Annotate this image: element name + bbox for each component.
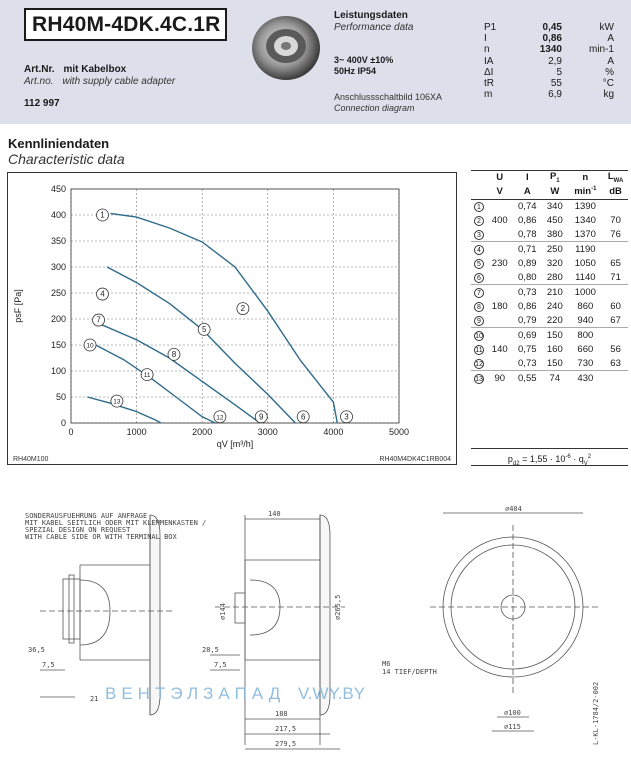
point-label-10: 10 <box>86 342 94 350</box>
performance-row <box>484 56 614 67</box>
point-label-13: 13 <box>113 398 121 406</box>
table-row <box>471 299 628 313</box>
operating-point-badge: 6 <box>474 273 484 283</box>
table-row <box>471 356 628 370</box>
dim-144: ⌀144 <box>219 603 227 620</box>
dim-404: ⌀404 <box>505 505 522 513</box>
table-cell: 0,86 <box>518 300 537 312</box>
voltage-spec: 3~ 400V ±10% <box>334 55 394 65</box>
table-cell: 210 <box>542 285 567 299</box>
table-cell <box>487 285 512 299</box>
x-axis-label: qV [m³/h] <box>216 439 254 449</box>
table-row <box>471 256 628 270</box>
point-label-6: 6 <box>300 412 306 422</box>
table-row <box>471 242 628 256</box>
watermark: ВЕНТЭЛЗАПАД <box>105 684 286 703</box>
performance-value: 5 <box>556 66 562 78</box>
table-cell: 1000 <box>568 285 604 299</box>
operating-point-badge: 2 <box>474 216 484 226</box>
y-axis-label: psF [Pa] <box>13 289 23 323</box>
performance-key: ΔI <box>484 66 494 78</box>
table-cell: 380 <box>546 229 563 241</box>
table-cell: 0,71 <box>512 242 542 256</box>
table-cell: 1340 <box>574 215 596 227</box>
performance-value: 55 <box>550 77 562 89</box>
performance-row <box>484 78 614 89</box>
artnr-de: Art.Nr. mit Kabelbox <box>24 64 127 75</box>
table-cell: 0,86 <box>518 215 537 227</box>
table-cell: 90 <box>487 371 512 385</box>
chart-footer-left: RH40M100 <box>13 456 49 463</box>
performance-value: 2,9 <box>548 55 562 67</box>
plot-area <box>71 189 399 423</box>
article-number: 112 997 <box>24 98 60 109</box>
section-subtitle: Characteristic data <box>8 151 125 167</box>
performance-unit: °C <box>602 77 614 89</box>
operating-point-badge: 13 <box>475 375 483 383</box>
table-cell: 65 <box>610 257 621 269</box>
table-cell <box>603 199 628 213</box>
point-label-2: 2 <box>240 304 246 314</box>
table-cell <box>487 271 512 285</box>
table-cell: 180 <box>491 300 508 312</box>
x-tick-label: 5000 <box>388 427 410 437</box>
table-row <box>471 199 628 213</box>
chart-footer-right: RH40M4DK4C1RB004 <box>379 456 451 463</box>
x-tick-label: 1000 <box>126 427 147 437</box>
y-tick-label: 350 <box>50 236 66 246</box>
y-tick-label: 50 <box>55 392 66 402</box>
table-cell: 1190 <box>568 242 604 256</box>
table-header-row <box>471 171 628 185</box>
table-cell <box>487 199 512 213</box>
point-label-3: 3 <box>344 412 349 422</box>
y-tick-label: 300 <box>50 262 66 272</box>
table-cell: 280 <box>546 271 563 283</box>
table-cell: 430 <box>568 371 604 385</box>
table-cell: 76 <box>610 229 621 241</box>
table-cell: 220 <box>546 314 563 326</box>
dim-28-5: 28,5 <box>202 646 219 654</box>
table-cell <box>603 242 628 256</box>
table-cell: 0,73 <box>512 285 542 299</box>
performance-table <box>484 22 614 100</box>
table-cell: 0,79 <box>518 314 537 326</box>
connection-diagram-de: Anschlussschaltbild 106XA <box>334 92 443 102</box>
series-line-10 <box>91 342 216 423</box>
performance-key: P1 <box>484 22 497 33</box>
operating-point-badge: 11 <box>475 346 483 354</box>
performance-key: IA <box>484 55 494 67</box>
table-row <box>471 313 628 327</box>
y-tick-label: 250 <box>50 288 66 298</box>
series-line-13 <box>87 397 160 423</box>
performance-key: n <box>484 44 490 56</box>
table-cell: 0,74 <box>518 200 537 212</box>
table-cell <box>487 356 512 370</box>
dim-265: ⌀265,5 <box>334 594 342 620</box>
watermark-url: V.WY.BY <box>298 684 366 703</box>
table-cell: 160 <box>546 343 563 355</box>
performance-unit: A <box>607 55 614 67</box>
dim-100: ⌀100 <box>504 709 521 717</box>
fan-product-image <box>246 8 326 88</box>
performance-value: 0,45 <box>542 22 562 33</box>
table-cell: 250 <box>542 242 567 256</box>
col-lwa: $L_{WA}$ <box>603 171 628 185</box>
drawing-note-3: SPEZIAL DESIGN ON REQUEST <box>25 526 131 534</box>
table-cell: 800 <box>568 328 604 342</box>
operating-point-badge: 5 <box>474 259 484 269</box>
point-label-12: 12 <box>216 414 224 422</box>
unit-min: $\min^{-1}$ <box>568 185 604 199</box>
table-cell: 340 <box>546 200 563 212</box>
y-tick-label: 200 <box>50 314 66 324</box>
connection-diagram-en: Connection diagram <box>334 103 415 113</box>
operating-point-badge: 1 <box>474 202 484 212</box>
performance-unit: min-1 <box>588 44 614 56</box>
table-cell: 150 <box>546 357 563 369</box>
x-tick-label: 0 <box>68 427 74 437</box>
table-cell: 450 <box>546 215 563 227</box>
y-tick-label: 400 <box>50 210 66 220</box>
dim-tief: 14 TIEF/DEPTH <box>382 668 437 676</box>
col-p1: $P_1$ <box>542 171 567 185</box>
table-cell: 1050 <box>574 257 596 269</box>
table-cell: 940 <box>577 314 594 326</box>
table-cell: 0,69 <box>512 328 542 342</box>
performance-unit: % <box>605 66 614 78</box>
col-u: U <box>487 171 512 185</box>
table-cell: 60 <box>610 300 621 312</box>
dim-21x: 21 <box>90 695 99 703</box>
dim-217-5: 217,5 <box>275 725 297 733</box>
model-title: RH40M-4DK.4C.1R <box>24 8 227 41</box>
performance-row <box>484 22 614 33</box>
dimension-drawings <box>0 495 631 768</box>
table-row <box>471 328 628 342</box>
table-row <box>471 228 628 242</box>
table-cell <box>603 285 628 299</box>
point-label-4: 4 <box>100 289 105 299</box>
x-tick-label: 4000 <box>323 427 344 437</box>
table-cell: 0,75 <box>518 343 537 355</box>
table-cell: 74 <box>542 371 567 385</box>
performance-row <box>484 89 614 100</box>
col-i: I <box>512 171 542 185</box>
y-tick-label: 150 <box>50 340 66 350</box>
drawing-number: L-KL-1784/2-002 <box>592 681 600 745</box>
table-cell: 63 <box>610 357 621 369</box>
drawing-note-2: MIT KABEL SEITLICH ODER MIT KLEMMENKASTEN / <box>25 519 207 527</box>
performance-row <box>484 44 614 55</box>
point-label-9: 9 <box>259 412 264 422</box>
drawing-note-4: WITH CABLE SIDE OR WITH TERMINAL BOX <box>25 533 177 541</box>
table-cell: 0,73 <box>518 357 537 369</box>
table-cell: 230 <box>491 257 508 269</box>
point-label-5: 5 <box>201 324 207 334</box>
table-row <box>471 213 628 227</box>
table-cell <box>487 228 512 242</box>
table-cell: 320 <box>546 257 563 269</box>
col-n: n <box>568 171 604 185</box>
performance-value: 1340 <box>539 44 562 56</box>
performance-unit: kg <box>603 89 614 101</box>
table-cell <box>487 242 512 256</box>
table-cell <box>487 328 512 342</box>
performance-unit: A <box>607 33 614 45</box>
table-cell: 1390 <box>574 200 596 212</box>
y-tick-label: 100 <box>50 366 66 376</box>
operating-point-badge: 9 <box>474 316 484 326</box>
point-label-11: 11 <box>143 372 151 380</box>
operating-point-badge: 12 <box>475 360 483 368</box>
performance-row <box>484 33 614 44</box>
dim-140: 140 <box>268 510 281 518</box>
table-cell: 70 <box>610 215 621 227</box>
y-tick-label: 0 <box>60 418 66 428</box>
performance-row <box>484 67 614 78</box>
table-row <box>471 271 628 285</box>
point-label-8: 8 <box>171 349 177 359</box>
front-view <box>430 513 600 731</box>
table-cell: 67 <box>610 314 621 326</box>
y-tick-label: 450 <box>50 184 66 194</box>
table-row <box>471 371 628 385</box>
table-cell <box>603 328 628 342</box>
dim-7-5-right: 7,5 <box>214 661 227 669</box>
performance-title: Leistungsdaten <box>334 10 408 21</box>
operating-point-badge: 10 <box>475 332 483 340</box>
characteristic-table <box>471 170 628 385</box>
table-cell: 400 <box>491 215 508 227</box>
table-cell: 730 <box>577 357 594 369</box>
dynamic-pressure-formula: $p_{d2} = 1,55 \cdot 10^{-6} \cdot q_V^2$ <box>471 448 628 466</box>
performance-key: I <box>484 33 487 45</box>
table-cell: 0,80 <box>518 271 537 283</box>
dim-36-5: 36,5 <box>28 646 45 654</box>
dim-m6: M6 <box>382 660 391 668</box>
table-cell <box>603 371 628 385</box>
table-cell <box>487 313 512 327</box>
point-label-7: 7 <box>96 315 101 325</box>
table-cell: 150 <box>542 328 567 342</box>
characteristic-chart <box>7 172 457 465</box>
table-cell: 140 <box>491 343 508 355</box>
section-title: Kennliniendaten <box>8 136 110 151</box>
dim-7-5-left: 7,5 <box>42 661 55 669</box>
performance-subtitle: Performance data <box>334 22 414 33</box>
table-cell: 240 <box>546 300 563 312</box>
operating-point-badge: 3 <box>474 230 484 240</box>
performance-value: 6,9 <box>548 89 562 101</box>
table-cell: 0,55 <box>512 371 542 385</box>
dim-188: 188 <box>275 710 288 718</box>
table-cell: 0,89 <box>518 257 537 269</box>
performance-key: m <box>484 89 493 101</box>
table-unit-row: V A W $\min^{-1}$ dB <box>471 185 628 199</box>
table-row <box>471 285 628 299</box>
table-cell: 1140 <box>575 271 596 283</box>
table-row <box>471 342 628 356</box>
artnr-en: Art.no. with supply cable adapter <box>24 76 176 87</box>
performance-unit: kW <box>599 22 614 33</box>
performance-key: tR <box>484 77 494 89</box>
table-cell: 660 <box>577 343 594 355</box>
table-cell: 860 <box>577 300 594 312</box>
drawing-note-1: SONDERAUSFUEHRUNG AUF ANFRAGE <box>25 512 148 520</box>
x-tick-label: 3000 <box>257 427 278 437</box>
frequency-spec: 50Hz IP54 <box>334 66 377 76</box>
operating-point-badge: 8 <box>474 302 484 312</box>
operating-point-badge: 4 <box>474 245 484 255</box>
table-cell: 1370 <box>574 229 596 241</box>
operating-point-badge: 7 <box>474 288 484 298</box>
performance-value: 0,86 <box>542 33 562 45</box>
table-cell: 0,78 <box>518 229 537 241</box>
table-cell: 71 <box>610 271 621 283</box>
dim-115: ⌀115 <box>504 723 521 731</box>
series-line-1 <box>110 213 202 242</box>
table-cell: 56 <box>610 343 621 355</box>
point-label-1: 1 <box>100 210 105 220</box>
dim-279-5: 279,5 <box>275 740 297 748</box>
x-tick-label: 2000 <box>192 427 213 437</box>
